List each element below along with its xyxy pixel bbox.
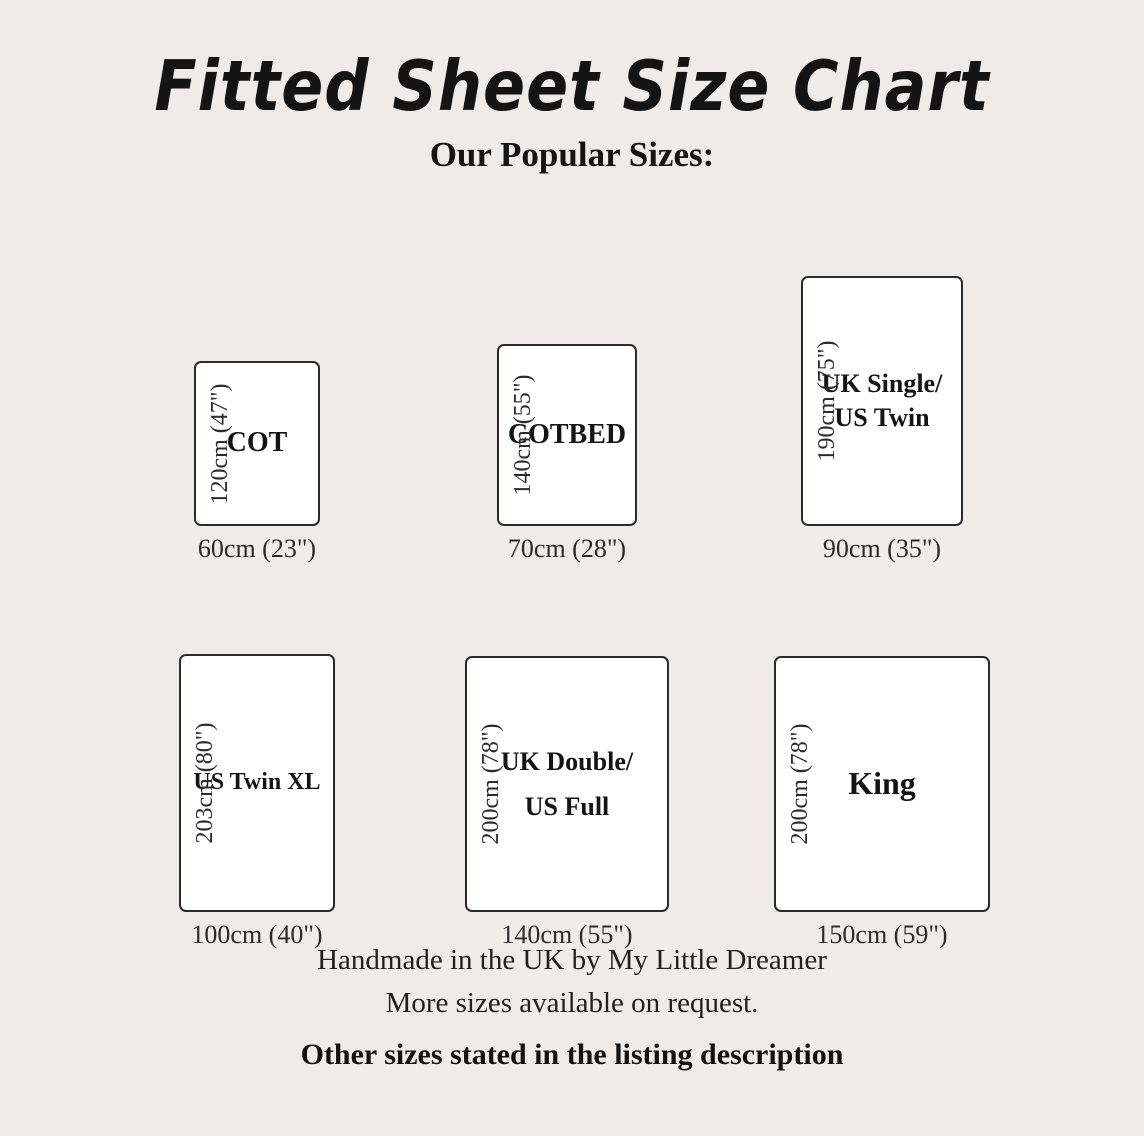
bed-wrapper-uk-single-us-twin bbox=[801, 276, 963, 563]
width-label-cot: 60cm (23") bbox=[197, 534, 317, 563]
bed-label-king: King bbox=[848, 765, 916, 802]
height-label-uk-double-us-full: 200cm (78") bbox=[478, 723, 505, 845]
size-cell-cotbed bbox=[417, 344, 717, 563]
bed-wrapper-king bbox=[774, 656, 990, 949]
bed-label-cot: COT bbox=[226, 427, 288, 459]
height-label-cotbed: 140cm (55") bbox=[510, 374, 537, 496]
size-row-1 bbox=[0, 226, 1144, 563]
footer-line-more-sizes: More sizes available on request. bbox=[385, 987, 759, 1019]
bed-wrapper-us-twin-xl bbox=[179, 654, 335, 949]
size-cell-king bbox=[717, 656, 1047, 949]
width-label-uk-single-us-twin: 90cm (35") bbox=[822, 534, 942, 563]
size-grid bbox=[0, 226, 1144, 949]
width-label-cotbed: 70cm (28") bbox=[507, 534, 627, 563]
bed-wrapper-cot bbox=[194, 361, 320, 563]
size-cell-us-twin-xl bbox=[97, 654, 417, 949]
width-label-king: 150cm (59") bbox=[816, 920, 948, 949]
width-label-uk-double-us-full: 140cm (55") bbox=[501, 920, 633, 949]
width-label-us-twin-xl: 100cm (40") bbox=[191, 920, 323, 949]
height-label-uk-single-us-twin: 190cm (75") bbox=[814, 340, 841, 462]
height-label-king: 200cm (78") bbox=[787, 723, 814, 845]
bed-label-line1-uk-double-us-full: UK Double/ bbox=[500, 746, 634, 776]
size-cell-uk-double-us-full bbox=[417, 656, 717, 949]
bed-wrapper-cotbed bbox=[497, 344, 637, 563]
bed-label-uk-double-us-full bbox=[495, 739, 639, 830]
height-label-cot: 120cm (47") bbox=[207, 382, 234, 505]
bed-wrapper-uk-double-us-full bbox=[465, 656, 669, 949]
bed-label-cotbed: COTBED bbox=[507, 418, 627, 450]
size-row-2 bbox=[0, 622, 1144, 949]
bed-label-line2-uk-double-us-full: US Full bbox=[524, 792, 610, 821]
page-subtitle: Our Popular Sizes: bbox=[429, 135, 715, 175]
bed-label-us-twin-xl: US Twin XL bbox=[193, 769, 321, 796]
footer-line-handmade: Handmade in the UK by My Little Dreamer bbox=[317, 944, 827, 976]
bed-label-line2-uk-single-us-twin: US Twin bbox=[834, 403, 930, 432]
footer-line-other-sizes: Other sizes stated in the listing description bbox=[300, 1038, 844, 1071]
size-cell-uk-single-us-twin bbox=[717, 276, 1047, 563]
height-label-us-twin-xl: 203cm (80") bbox=[192, 722, 219, 844]
bed-label-line1-uk-single-us-twin: UK Single/ bbox=[821, 369, 943, 399]
page-title: Fitted Sheet Size Chart bbox=[154, 44, 990, 127]
size-cell-cot bbox=[97, 361, 417, 563]
footer bbox=[0, 944, 1144, 1072]
